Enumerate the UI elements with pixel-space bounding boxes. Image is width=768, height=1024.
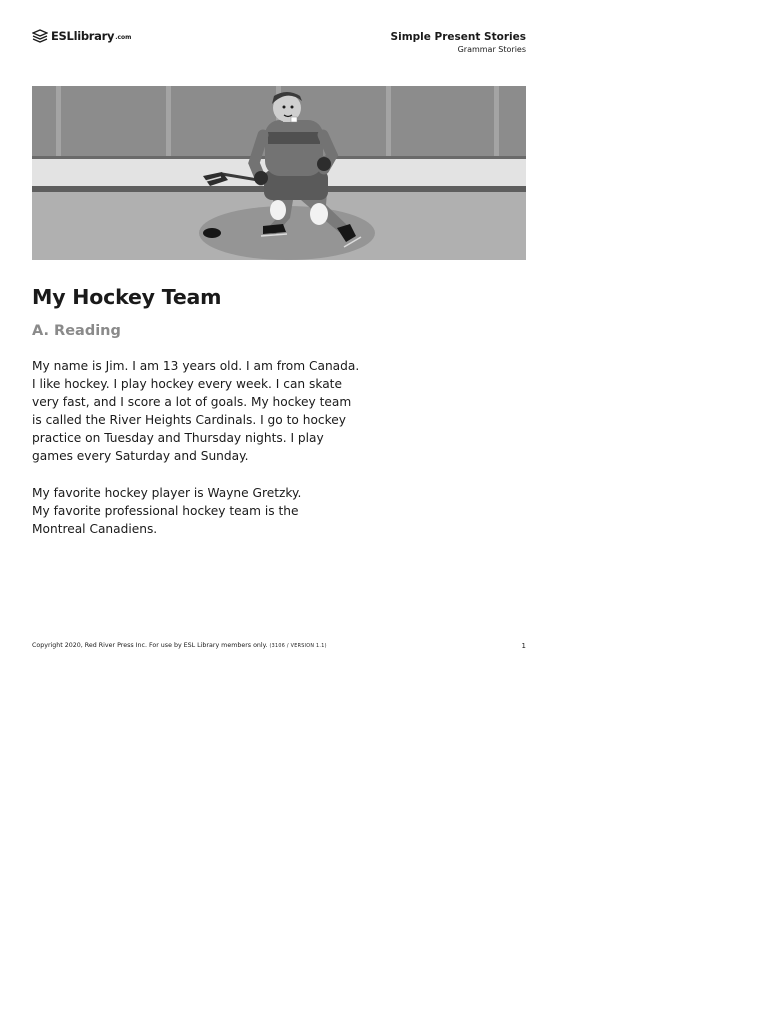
book-stack-icon [32, 28, 48, 44]
esl-library-logo[interactable] [32, 28, 131, 44]
story-paragraph-1 [32, 357, 362, 466]
text-line: My favorite professional hockey team is the [32, 504, 299, 519]
text-line: practice on Tuesday and Thursday nights. I play [32, 431, 324, 446]
story-paragraph-2 [32, 484, 362, 538]
hockey-player-illustration [32, 86, 526, 260]
hero-illustration [32, 86, 526, 260]
series-subtitle: Grammar Stories [457, 45, 526, 54]
story-title: My Hockey Team [32, 285, 222, 309]
logo-wordmark: ESLlibrary [51, 29, 115, 43]
text-line: very fast, and I score a lot of goals. My hockey team [32, 395, 352, 410]
text-line: My name is Jim. I am 13 years old. I am from Canada. [32, 359, 360, 373]
text-line: games every Saturday and Sunday. [32, 449, 249, 464]
page-header [32, 28, 526, 58]
page-number: 1 [521, 642, 526, 650]
section-heading: A. Reading [32, 323, 121, 339]
text-line: is called the River Heights Cardinals. I go to hockey [32, 413, 346, 428]
logo-suffix: .com [115, 34, 132, 41]
text-line: My favorite hockey player is Wayne Gretzky. [32, 486, 302, 500]
series-title: Simple Present Stories [390, 31, 526, 43]
text-line: Montreal Canadiens. [32, 522, 158, 537]
page-footer [32, 642, 526, 649]
version-text: (3106 / VERSION 1.1) [269, 644, 327, 649]
copyright-text: Copyright 2020, Red River Press Inc. For use by ESL Library members only. [32, 642, 268, 649]
text-line: I like hockey. I play hockey every week. I can skate [32, 377, 342, 392]
